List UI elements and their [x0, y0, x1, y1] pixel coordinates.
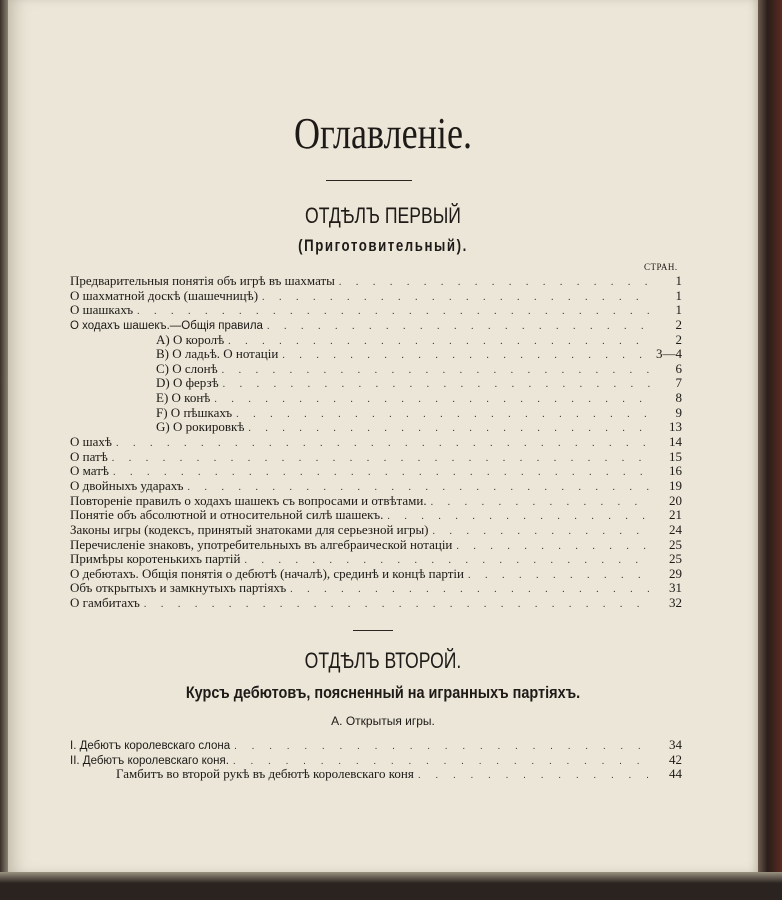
- toc-entry: [70, 420, 682, 435]
- dot-leader: [137, 305, 650, 320]
- dot-leader: [248, 422, 650, 437]
- toc-entry-page: 42: [669, 751, 682, 767]
- book-cover-edge: [758, 0, 782, 900]
- part2-subtitle: Курсъ дебютовъ, поясненный на игранныхъ партіяхъ.: [185, 683, 581, 702]
- toc-entry: [70, 508, 682, 523]
- toc-entry-page: 24: [669, 521, 682, 537]
- toc-entry-label: F) О пѣшкахъ: [156, 404, 233, 420]
- dot-leader: [262, 291, 650, 306]
- dot-leader: [290, 583, 650, 598]
- toc-entry: [70, 567, 682, 582]
- toc-entry: [70, 494, 682, 509]
- toc-entry-label: Перечисленіе знаковъ, употребительныхъ въ алгебраической нотаціи: [70, 536, 453, 552]
- toc-entry-label: II. Дебютъ королевскаго коня.: [70, 754, 229, 767]
- toc-entry-label: О ходахъ шашекъ.—Общія правила: [70, 319, 263, 332]
- toc-entry: [70, 347, 682, 362]
- toc-entry-page: 21: [669, 507, 682, 523]
- toc-entry: [70, 318, 682, 333]
- toc-entry-label: О шахѣ: [70, 434, 112, 450]
- toc-entry-page: 6: [675, 360, 682, 376]
- toc-entry: [70, 274, 682, 289]
- toc-entry-page: 34: [669, 737, 682, 752]
- book-gutter: [0, 0, 8, 900]
- toc-entry: [70, 738, 682, 753]
- toc-entry-label: Законы игры (кодексъ, принятый знатоками для серьезной игры): [70, 521, 429, 537]
- toc-entry-label: О двойныхъ ударахъ: [70, 477, 184, 493]
- dot-leader: [468, 569, 650, 584]
- toc-entry: [70, 376, 682, 391]
- toc-entry-label: Объ открытыхъ и замкнутыхъ партіяхъ: [70, 580, 287, 596]
- toc-part1: [70, 274, 682, 611]
- toc-entry-label: О шашкахъ: [70, 302, 134, 318]
- divider: [326, 180, 412, 181]
- toc-entry-page: 19: [669, 477, 682, 493]
- toc-part2: [70, 738, 682, 782]
- toc-entry-page: 1: [675, 273, 682, 288]
- toc-entry-page: 32: [669, 595, 682, 611]
- toc-entry: [70, 362, 682, 377]
- dot-leader: [214, 393, 650, 408]
- dot-leader: [236, 408, 650, 423]
- toc-entry: [70, 464, 682, 479]
- toc-entry: [70, 406, 682, 421]
- toc-entry: [70, 581, 682, 596]
- toc-entry-label: G) О рокировкѣ: [156, 419, 245, 435]
- toc-entry-label: E) О конѣ: [156, 390, 211, 406]
- toc-entry: [70, 289, 682, 304]
- toc-entry: [70, 753, 682, 768]
- toc-entry-page: 25: [669, 536, 682, 552]
- toc-entry: [70, 450, 682, 465]
- toc-entry-label: D) О ферзѣ: [156, 375, 219, 391]
- toc-entry-page: 1: [675, 287, 682, 303]
- toc-entry-label: Повтореніе правилъ о ходахъ шашекъ съ вопросами и отвѣтами.: [70, 492, 427, 508]
- part1-heading: ОТДѢЛЪ ПЕРВЫЙ: [305, 203, 461, 228]
- dot-leader: [223, 378, 650, 393]
- dot-leader: [267, 320, 650, 335]
- toc-entry-label: A) О королѣ: [156, 331, 225, 347]
- page-title: Оглавленіе.: [294, 109, 472, 158]
- toc-entry-label: О гамбитахъ: [70, 595, 140, 611]
- toc-entry-label: О шахматной доскѣ (шашечницѣ): [70, 287, 259, 303]
- pages-column-label: СТРАН.: [644, 262, 678, 272]
- toc-entry-label: I. Дебютъ королевскаго слона: [70, 740, 231, 752]
- toc-entry-page: 15: [669, 448, 682, 464]
- dot-leader: [116, 437, 650, 452]
- dot-leader: [112, 452, 650, 467]
- toc-entry-label: Понятіе объ абсолютной и относительной силѣ шашекъ.: [70, 507, 384, 523]
- toc-entry-page: 13: [669, 419, 682, 435]
- dot-leader: [418, 769, 650, 784]
- dot-leader: [113, 466, 650, 481]
- toc-entry-page: 9: [675, 404, 682, 420]
- toc-entry: [70, 538, 682, 553]
- toc-entry: [70, 523, 682, 538]
- toc-entry: [70, 479, 682, 494]
- part2-section: А. Открытыя игры.: [331, 714, 435, 728]
- dot-leader: [456, 540, 650, 555]
- toc-entry-page: 25: [669, 551, 682, 567]
- toc-entry: [70, 391, 682, 406]
- toc-entry-page: 20: [669, 492, 682, 508]
- divider: [353, 630, 393, 631]
- dot-leader: [433, 525, 650, 540]
- toc-entry-page: 29: [669, 565, 682, 581]
- toc-entry-page: 2: [675, 316, 682, 332]
- toc-entry-page: 44: [669, 766, 682, 782]
- toc-entry-label: Примѣры коротенькихъ партій: [70, 551, 241, 567]
- toc-entry-label: C) О слонѣ: [156, 360, 218, 376]
- book-page: [8, 0, 758, 872]
- book-bottom-edge: [0, 872, 782, 900]
- toc-entry-page: 7: [675, 375, 682, 391]
- toc-entry: [70, 767, 682, 782]
- toc-entry-page: 1: [675, 302, 682, 318]
- dot-leader: [282, 349, 650, 364]
- dot-leader: [339, 276, 650, 291]
- toc-entry: [70, 435, 682, 450]
- toc-entry: [70, 552, 682, 567]
- toc-entry: [70, 333, 682, 348]
- dot-leader: [431, 496, 650, 511]
- toc-entry-page: 31: [669, 580, 682, 596]
- part2-heading: ОТДѢЛЪ ВТОРОЙ.: [304, 648, 462, 673]
- dot-leader: [144, 598, 650, 613]
- toc-entry: [70, 303, 682, 318]
- toc-entry-page: 3—4: [656, 346, 682, 362]
- part1-subtitle: (Приготовительный).: [298, 236, 468, 255]
- toc-entry-label: О патѣ: [70, 448, 108, 464]
- toc-entry-label: B) О ладьѣ. О нотаціи: [156, 346, 279, 362]
- dot-leader: [228, 335, 650, 350]
- toc-entry-page: 8: [675, 390, 682, 406]
- toc-entry-page: 14: [669, 434, 682, 450]
- toc-entry-label: Гамбитъ во второй рукѣ въ дебютѣ королевскаго коня: [116, 766, 414, 782]
- toc-entry: [70, 596, 682, 611]
- toc-entry-page: 16: [669, 463, 682, 479]
- toc-entry-label: О матѣ: [70, 463, 109, 479]
- toc-entry-label: Предварительныя понятія объ игрѣ въ шахматы: [70, 273, 335, 288]
- toc-entry-page: 2: [675, 331, 682, 347]
- dot-leader: [222, 364, 650, 379]
- toc-entry-label: О дебютахъ. Общія понятія о дебютѣ (началѣ), срединѣ и концѣ партіи: [70, 565, 464, 581]
- dot-leader: [234, 740, 650, 755]
